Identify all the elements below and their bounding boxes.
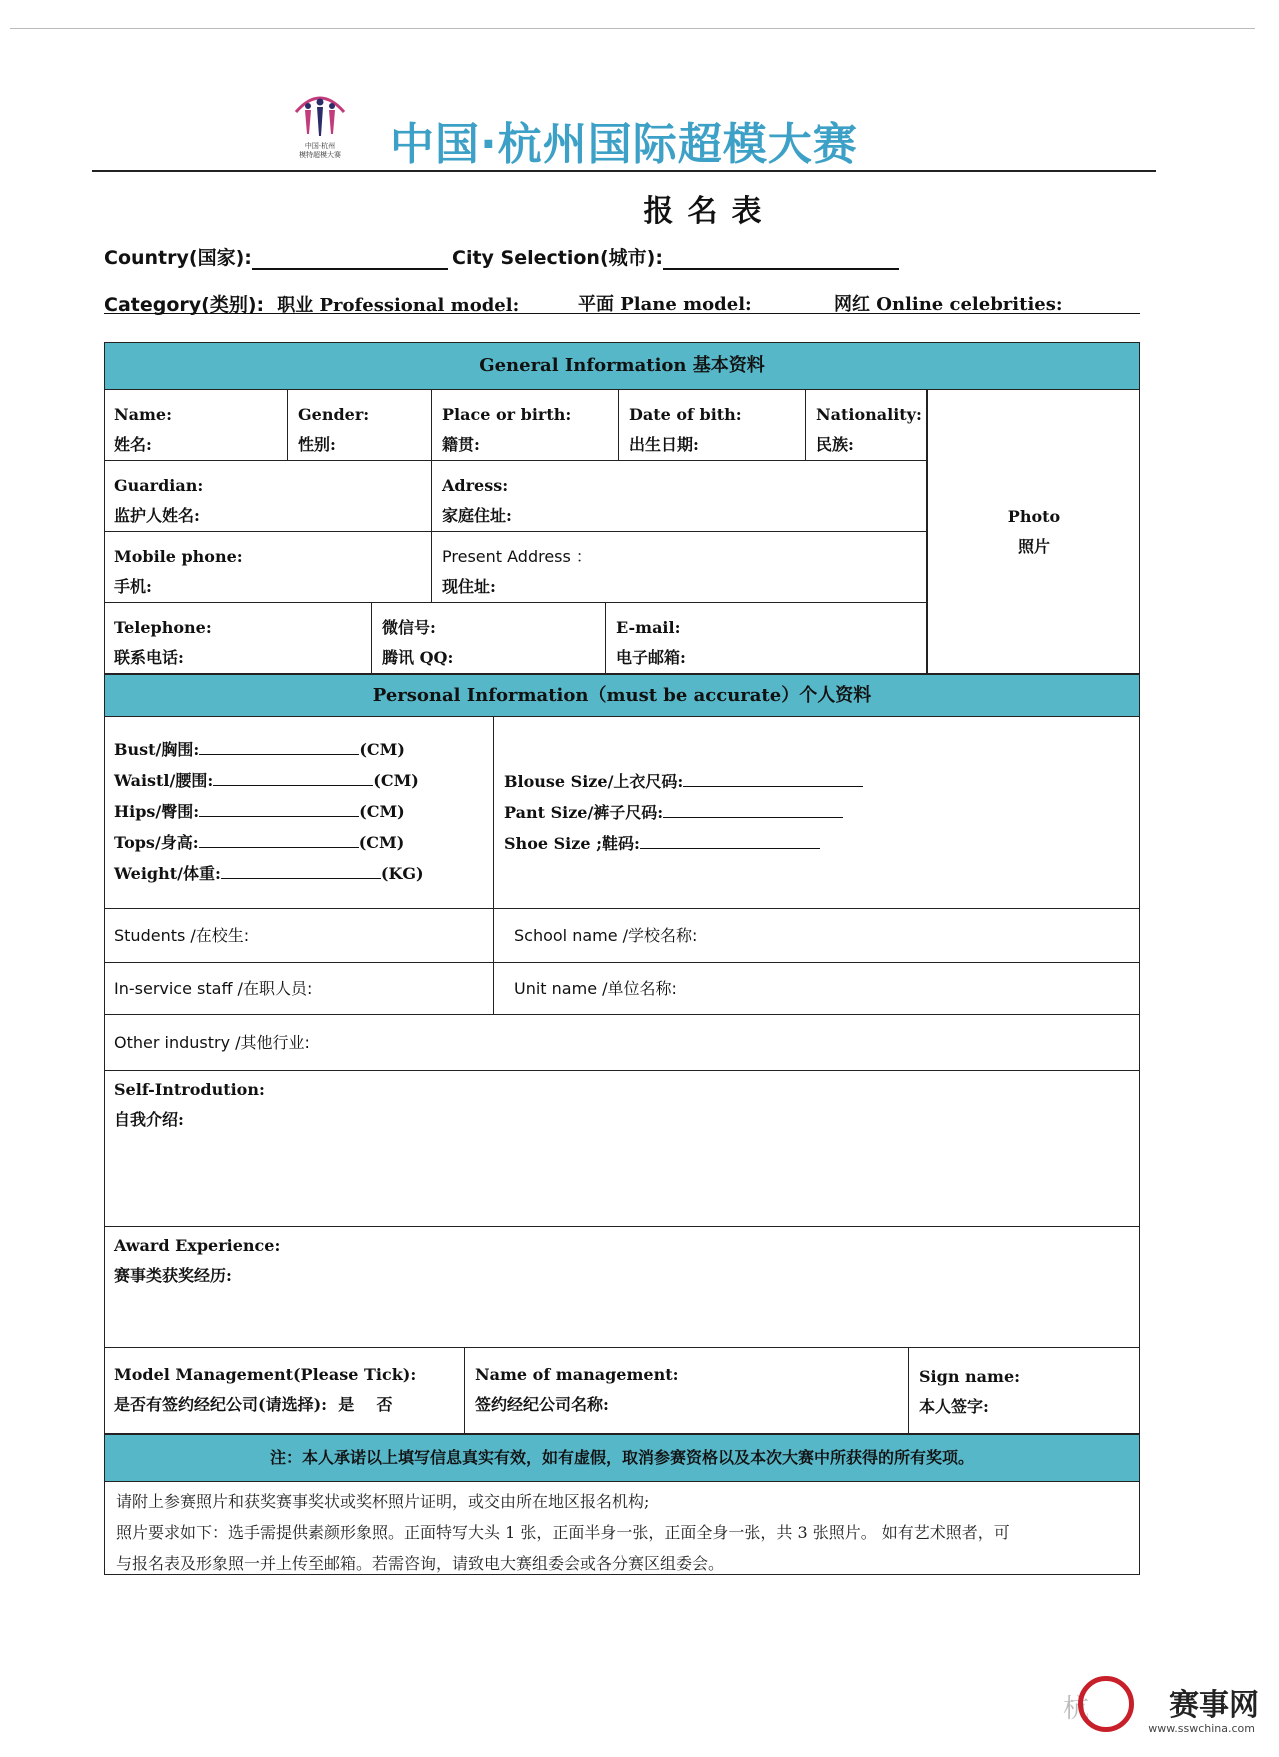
telephone-cell[interactable]: [104, 603, 372, 674]
wechat-qq-cell[interactable]: [372, 603, 606, 674]
measurement-row[interactable]: [114, 859, 483, 890]
telephone-label-cn: 联系电话:: [114, 648, 184, 667]
declaration-banner: 注：本人承诺以上填写信息真实有效，如有虚假，取消参赛资格以及本次大赛中所获得的所有奖项。: [104, 1434, 1140, 1482]
gender-cell[interactable]: [288, 390, 432, 461]
country-label: Country(国家):: [104, 247, 252, 269]
logo-caption: 中国·杭州 模特超模大赛: [299, 142, 341, 159]
present-address-label-cn: 现住址:: [442, 577, 496, 596]
email-cell[interactable]: [606, 603, 927, 674]
award-label-cn: 赛事类获奖经历:: [114, 1266, 232, 1285]
nationality-label-cn: 民族:: [816, 435, 854, 454]
photo-requirements: [104, 1482, 1140, 1583]
mobile-label-en: Mobile phone:: [114, 547, 243, 566]
size-row[interactable]: [504, 767, 1130, 798]
award-label-en: Award Experience:: [114, 1236, 281, 1255]
photo-cell[interactable]: [927, 390, 1140, 674]
name-label-cn: 姓名:: [114, 435, 152, 454]
general-info-header: General Information 基本资料: [104, 342, 1140, 390]
measurement-line: [199, 833, 359, 848]
management-name-cell[interactable]: [465, 1348, 909, 1434]
students-cell[interactable]: [104, 909, 494, 963]
management-name-label-en: Name of management:: [475, 1365, 679, 1384]
measurement-unit: (CM): [359, 740, 405, 759]
measurement-line: [213, 771, 373, 786]
watermark-fragment: 杭: [1062, 1694, 1089, 1724]
measurement-label: Weight/体重:: [114, 864, 221, 883]
form-title: 报名表: [643, 194, 776, 229]
measurement-line: [199, 740, 359, 755]
telephone-label-en: Telephone:: [114, 618, 212, 637]
size-label: Blouse Size/上衣尺码:: [504, 772, 684, 791]
measurement-unit: (CM): [373, 771, 419, 790]
guardian-cell[interactable]: [104, 461, 432, 532]
dob-label-en: Date of bith:: [629, 405, 742, 424]
other-industry-cell[interactable]: [104, 1015, 1140, 1071]
sign-label-en: Sign name:: [919, 1367, 1021, 1386]
measurement-row[interactable]: [114, 766, 483, 797]
measurement-label: Waistl/腰围:: [114, 771, 214, 790]
qq-label: 腾讯 QQ:: [382, 648, 454, 667]
address-label-en: Adress:: [442, 476, 509, 495]
present-address-cell[interactable]: [432, 532, 927, 603]
category-row: [104, 290, 1140, 314]
contest-logo: [290, 90, 350, 162]
photo-label-cn: 照片: [1017, 537, 1050, 556]
city-line: [663, 250, 899, 270]
measurement-row[interactable]: [114, 735, 483, 766]
students-label: Students /在校生:: [114, 926, 250, 945]
school-label: School name /学校名称:: [514, 926, 698, 945]
model-management-label-en: Model Management(Please Tick):: [114, 1365, 417, 1384]
country-line: [252, 250, 448, 270]
email-label-en: E-mail:: [616, 618, 681, 637]
size-line: [663, 803, 843, 818]
inservice-label: In-service staff /在职人员:: [114, 979, 313, 998]
email-label-cn: 电子邮箱:: [616, 648, 686, 667]
guardian-label-en: Guardian:: [114, 476, 204, 495]
nationality-label-en: Nationality:: [816, 405, 922, 424]
photo-label-en: Photo: [1007, 507, 1061, 526]
mobile-cell[interactable]: [104, 532, 432, 603]
sizes-list: [504, 767, 1130, 860]
measurement-row[interactable]: [114, 828, 483, 859]
present-address-label-en: Present Address ：: [442, 547, 592, 566]
sizes-cell: [494, 717, 1140, 909]
requirements-line-3: 与报名表及形象照一并上传至邮箱。若需咨询，请致电大赛组委会或各分赛区组委会。: [116, 1554, 725, 1573]
gender-label-cn: 性别:: [298, 435, 336, 454]
requirements-line-1: 请附上参赛照片和获奖赛事奖状或奖杯照片证明，或交由所在地区报名机构;: [116, 1492, 650, 1511]
name-label-en: Name:: [114, 405, 173, 424]
measurements-list: [114, 735, 483, 890]
contest-title: 中国·杭州国际超模大赛: [390, 119, 858, 170]
size-line: [683, 772, 863, 787]
city-field[interactable]: [452, 243, 899, 270]
category-online[interactable]: 网红 Online celebrities:: [834, 294, 1063, 315]
measurement-row[interactable]: [114, 797, 483, 828]
measurements-cell: [104, 717, 494, 909]
measurement-unit: (CM): [358, 833, 405, 852]
watermark-logo-icon: [1078, 1676, 1134, 1732]
measurement-label: Tops/身高:: [114, 833, 199, 852]
gender-label-en: Gender:: [298, 405, 370, 424]
self-intro-label-cn: 自我介绍:: [114, 1110, 184, 1129]
watermark-text: 赛事网: [1169, 1688, 1259, 1723]
scan-edge-line: [10, 28, 1255, 29]
category-professional[interactable]: 职业 Professional model:: [277, 295, 520, 316]
measurement-line: [221, 864, 381, 879]
size-label: Pant Size/裤子尺码:: [504, 803, 664, 822]
sign-label-cn: 本人签字:: [919, 1397, 989, 1416]
address-label-cn: 家庭住址:: [442, 506, 512, 525]
model-management-cell[interactable]: [104, 1348, 465, 1434]
mobile-label-cn: 手机:: [114, 577, 152, 596]
birthplace-label-en: Place or birth:: [442, 405, 572, 424]
personal-info-header: Personal Information（must be accurate）个人资料: [104, 674, 1140, 717]
measurement-label: Hips/臀围:: [114, 802, 200, 821]
school-cell[interactable]: [494, 909, 1140, 963]
birthplace-cell[interactable]: [432, 390, 619, 461]
address-cell[interactable]: [432, 461, 927, 532]
self-intro-label-en: Self-Introdution:: [114, 1080, 265, 1099]
size-row[interactable]: [504, 829, 1130, 860]
category-plane[interactable]: 平面 Plane model:: [578, 294, 752, 315]
award-cell[interactable]: [104, 1227, 1140, 1348]
measurement-label: Bust/胸围:: [114, 740, 200, 759]
size-label: Shoe Size ;鞋码:: [504, 834, 640, 853]
dob-cell[interactable]: [619, 390, 806, 461]
birthplace-label-cn: 籍贯:: [442, 435, 480, 454]
self-intro-cell[interactable]: [104, 1071, 1140, 1227]
dob-label-cn: 出生日期:: [629, 435, 699, 454]
size-row[interactable]: [504, 798, 1130, 829]
wechat-label: 微信号:: [382, 618, 436, 637]
watermark-url: www.sswchina.com: [1148, 1722, 1255, 1735]
measurement-unit: (CM): [359, 802, 405, 821]
city-label: City Selection(城市):: [452, 247, 663, 269]
name-cell[interactable]: [104, 390, 288, 461]
unit-cell[interactable]: [494, 963, 1140, 1015]
category-label: Category(类别):: [104, 294, 265, 316]
other-industry-label: Other industry /其他行业:: [114, 1033, 310, 1052]
management-name-label-cn: 签约经纪公司名称:: [475, 1395, 609, 1414]
nationality-cell[interactable]: [806, 390, 927, 461]
model-management-label-cn: 是否有签约经纪公司(请选择): 是 否: [114, 1395, 393, 1414]
measurement-unit: (KG): [380, 864, 424, 883]
inservice-cell[interactable]: [104, 963, 494, 1015]
guardian-label-cn: 监护人姓名:: [114, 506, 200, 525]
requirements-line-2: 照片要求如下：选手需提供素颜形象照。正面特写大头 1 张，正面半身一张，正面全身一张，共 3 张照片。 如有艺术照者，可: [116, 1523, 1010, 1542]
country-field[interactable]: [104, 243, 448, 270]
signature-cell[interactable]: [909, 1348, 1140, 1434]
size-line: [640, 834, 820, 849]
unit-label: Unit name /单位名称:: [514, 979, 677, 998]
measurement-line: [199, 802, 359, 817]
header-divider: [92, 170, 1156, 172]
